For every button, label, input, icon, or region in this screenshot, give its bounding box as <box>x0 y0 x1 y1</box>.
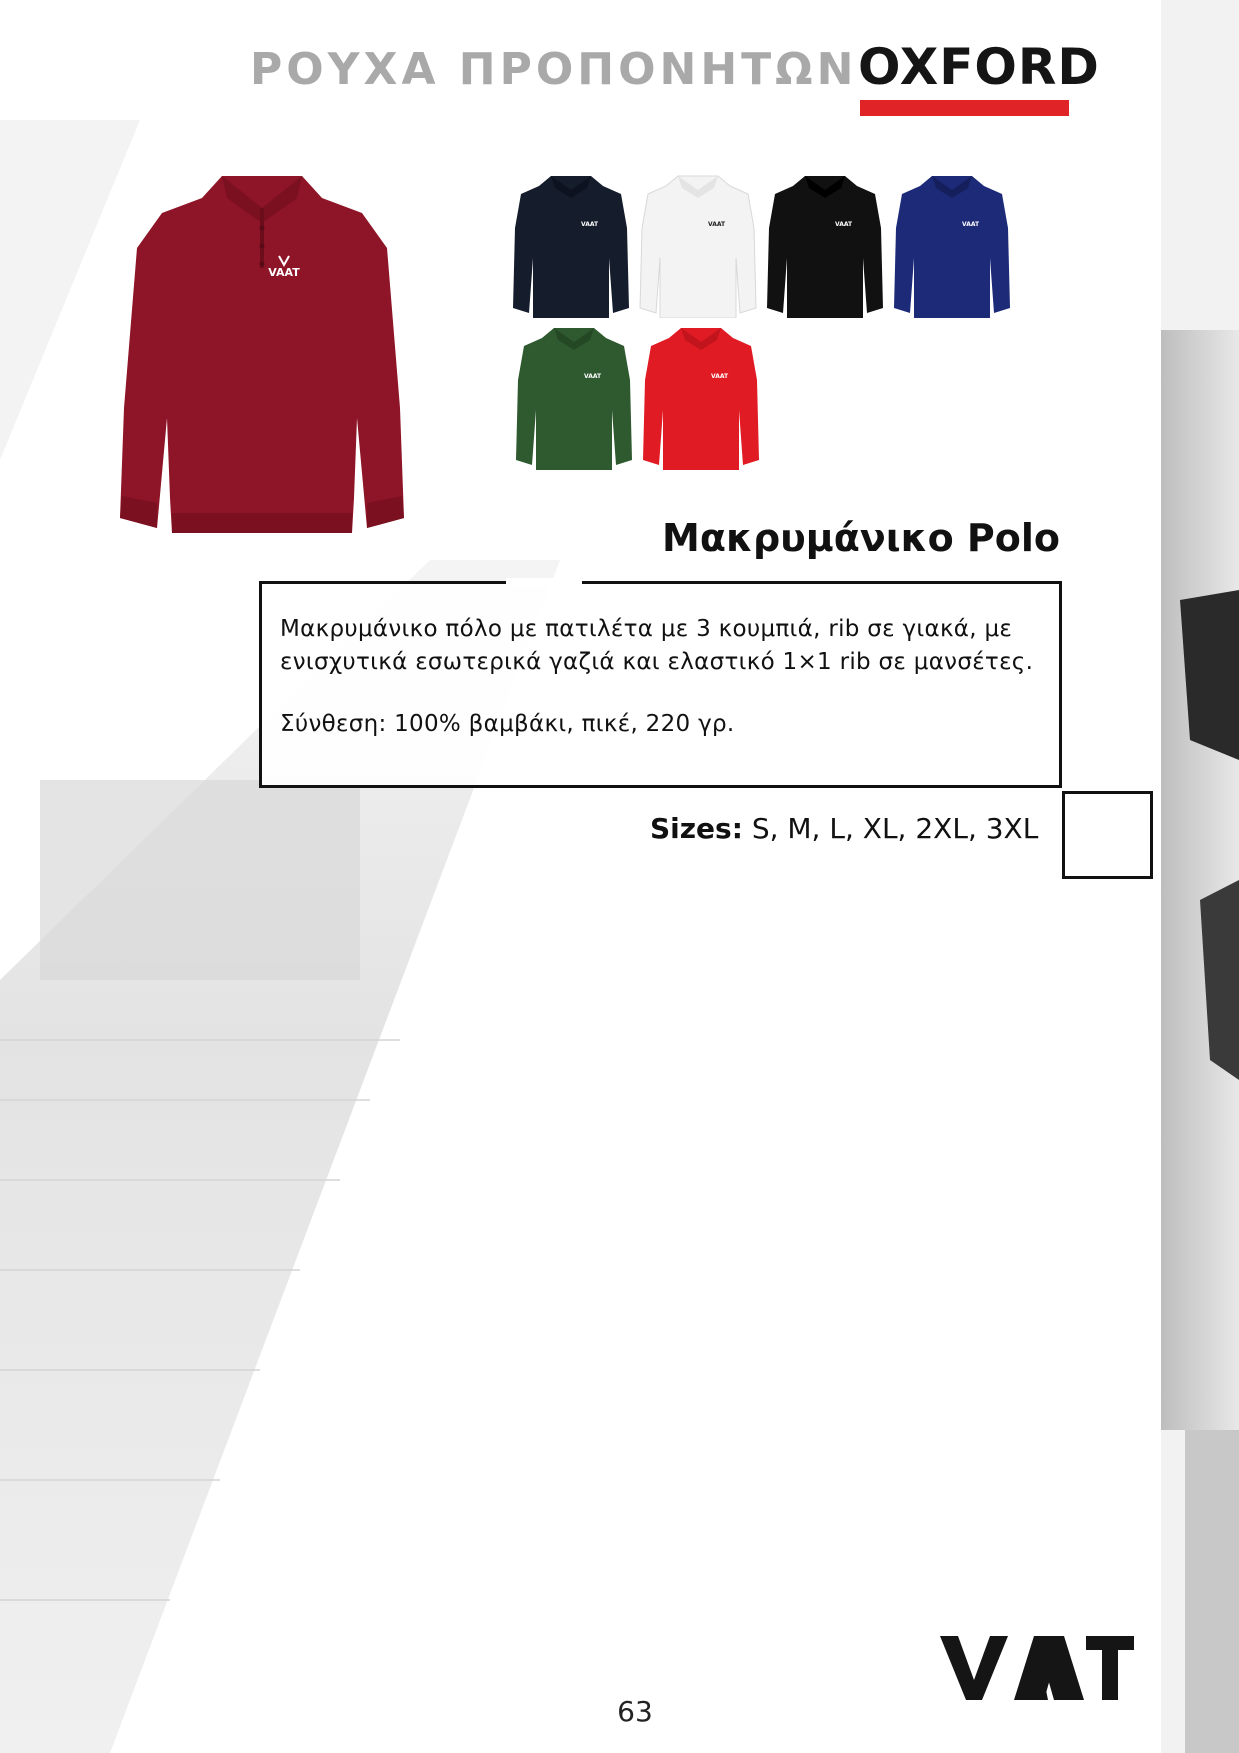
main-product-image <box>112 168 412 538</box>
color-swatch-royal-blue[interactable] <box>890 168 1014 318</box>
product-composition: Σύνθεση: 100% βαμβάκι, πικέ, 220 γρ. <box>280 711 735 737</box>
product-name: Μακρυμάνικο Polo <box>662 516 1060 560</box>
product-description: Μακρυμάνικο πόλο με πατιλέτα με 3 κουμπιά, rib σε γιακά, με ενισχυτικά εσωτερικά γαζιά και ελαστικό 1×1 rib σε μανσέτες. <box>280 616 1034 675</box>
color-swatch-navy[interactable] <box>509 168 633 318</box>
svg-text:VAAT: VAAT <box>835 221 853 228</box>
color-swatch-green[interactable] <box>512 320 636 470</box>
sizes-values: S, M, L, XL, 2XL, 3XL <box>751 812 1039 845</box>
svg-text:VAAT: VAAT <box>962 221 980 228</box>
decorative-corner-box <box>1062 791 1153 879</box>
color-swatch-white[interactable] <box>636 168 760 318</box>
sizes-line <box>650 812 1038 845</box>
description-box-gap <box>506 578 582 586</box>
page-number: 63 <box>617 1695 653 1728</box>
svg-text:VAAT: VAAT <box>581 221 599 228</box>
category-title: ΡΟΥΧΑ ΠΡΟΠΟΝΗΤΩΝ <box>250 44 858 95</box>
brand-underline-bar <box>860 100 1069 116</box>
sizes-label: Sizes: <box>650 812 743 845</box>
svg-text:VAAT: VAAT <box>584 373 602 380</box>
color-swatch-black[interactable] <box>763 168 887 318</box>
shirt-logo-text: VAAT <box>268 266 300 279</box>
color-swatch-red[interactable] <box>639 320 763 470</box>
brand-title: OXFORD <box>858 38 1100 96</box>
svg-text:VAAT: VAAT <box>708 221 726 228</box>
svg-text:VAAT: VAAT <box>711 373 729 380</box>
vaat-logo <box>936 1628 1136 1708</box>
